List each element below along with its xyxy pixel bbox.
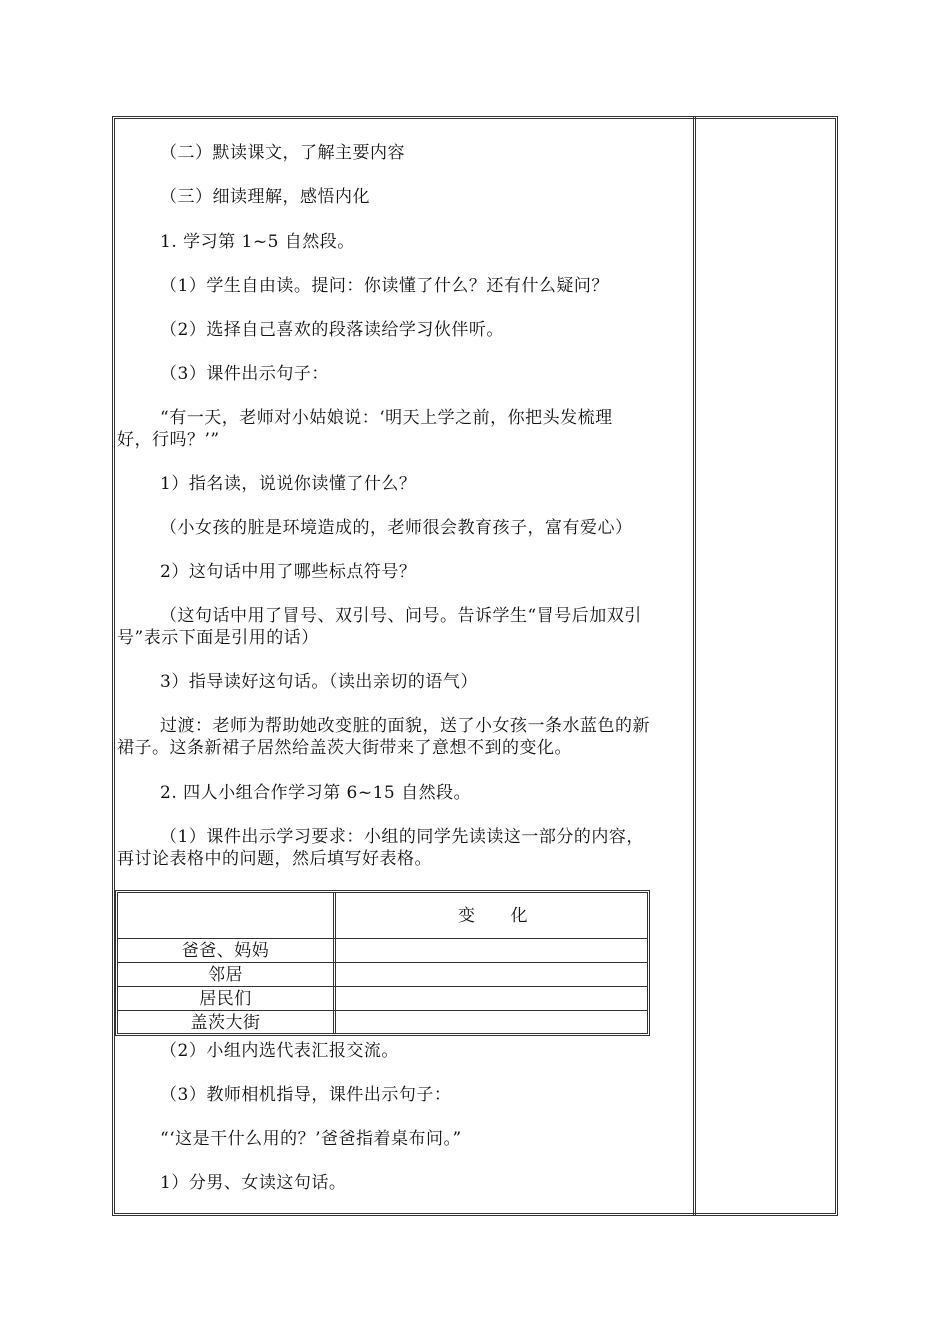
paragraph: （3）教师相机指导，课件出示句子： xyxy=(160,1085,452,1105)
paragraph: 3）指导读好这句话。（读出亲切的语气） xyxy=(160,672,478,692)
paragraph: “‘这是干什么用的？’爸爸指着桌布问。” xyxy=(160,1129,462,1149)
paragraph: 1）分男、女读这句话。 xyxy=(160,1173,347,1193)
table-column-divider xyxy=(333,892,336,1034)
paragraph: 过渡：老师为帮助她改变脏的面貌，送了小女孩一条水蓝色的新 裙子。这条新裙子居然给盖茨大街带来了意想不到的变化。 xyxy=(117,716,650,758)
paragraph: （二）默读课文，了解主要内容 xyxy=(160,143,405,163)
table-header-cell: 变 化 xyxy=(458,906,528,926)
paragraph: “有一天，老师对小姑娘说：‘明天上学之前，你把头发梳理 好，行吗？’” xyxy=(117,408,613,450)
table-row-line xyxy=(117,962,648,963)
paragraph: （1）学生自由读。提问：你读懂了什么？还有什么疑问？ xyxy=(160,276,609,296)
table-row-line xyxy=(117,1010,648,1011)
paragraph: （这句话中用了冒号、双引号、问号。告诉学生“冒号后加双引 号”表示下面是引用的话） xyxy=(117,606,642,648)
paragraph: 1. 学习第 1~5 自然段。 xyxy=(160,232,355,252)
paragraph: （三）细读理解，感悟内化 xyxy=(160,187,370,207)
paragraph: 2. 四人小组合作学习第 6~15 自然段。 xyxy=(160,783,472,803)
paragraph: 1）指名读，说说你读懂了什么？ xyxy=(160,474,417,494)
table-row-label: 爸爸、妈妈 xyxy=(181,941,270,961)
paragraph: （2）选择自己喜欢的段落读给学习伙伴听。 xyxy=(160,320,504,340)
table-row-line xyxy=(117,938,648,939)
paragraph: 2）这句话中用了哪些标点符号？ xyxy=(160,562,417,582)
table-row-label: 盖茨大街 xyxy=(190,1013,261,1033)
table-row-label: 邻居 xyxy=(208,965,243,985)
paragraph: （1）课件出示学习要求：小组的同学先读读这一部分的内容， 再讨论表格中的问题，然后填写好表格。 xyxy=(117,827,644,869)
table-row-label: 居民们 xyxy=(199,989,252,1009)
table-row-line xyxy=(117,986,648,987)
paragraph: （3）课件出示句子： xyxy=(160,364,329,384)
column-divider xyxy=(693,116,696,1216)
paragraph: （小女孩的脏是环境造成的，老师很会教育孩子，富有爱心） xyxy=(160,518,633,538)
paragraph: （2）小组内选代表汇报交流。 xyxy=(160,1041,399,1061)
